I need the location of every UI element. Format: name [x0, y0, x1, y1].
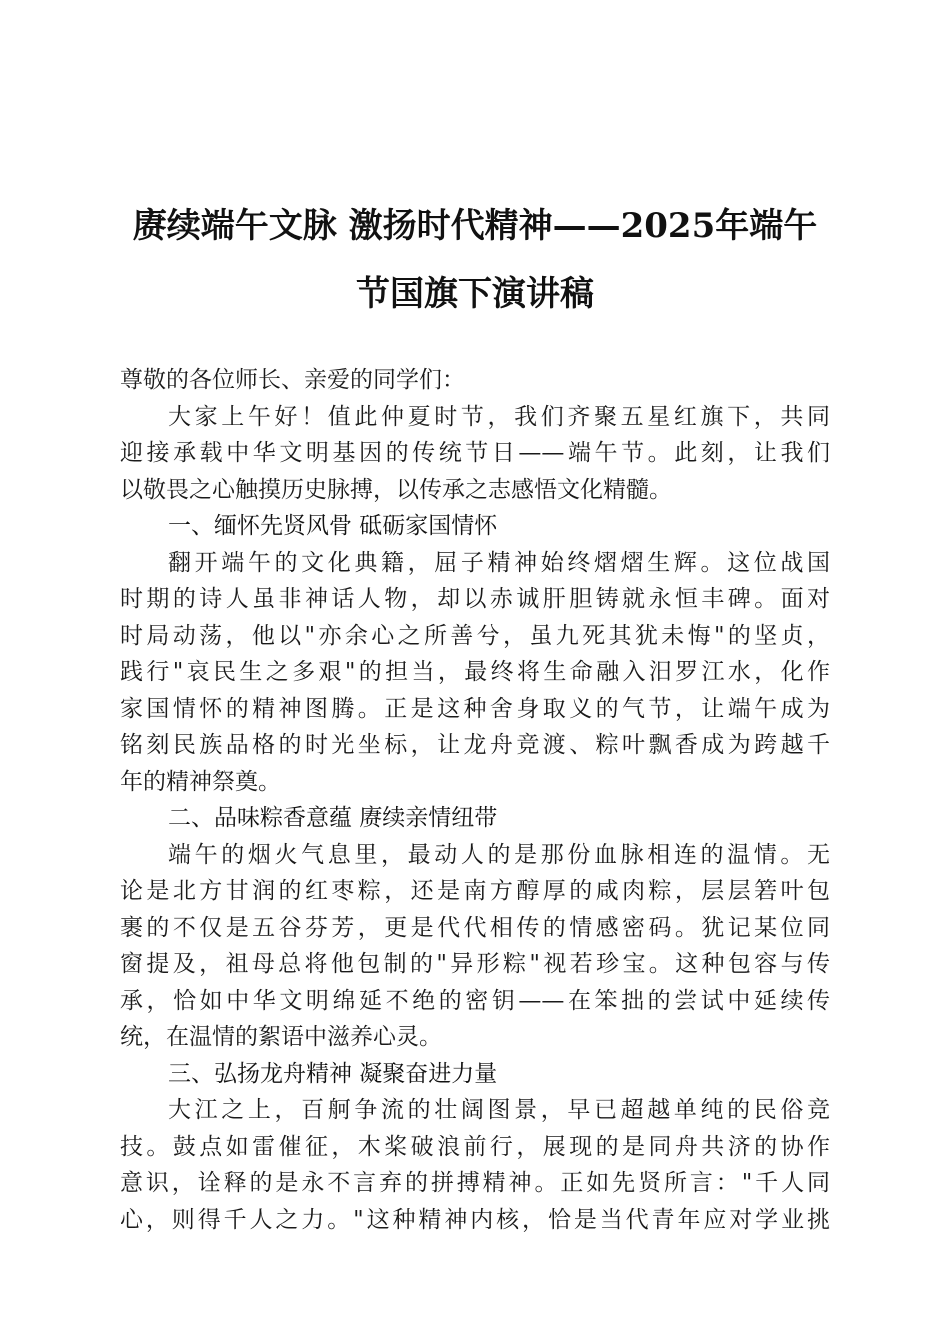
section-heading: 三、弘扬龙舟精神 凝聚奋进力量 — [168, 1060, 498, 1087]
body-line: 裹的不仅是五谷芬芳，更是代代相传的情感密码。犹记某位同 — [120, 914, 830, 941]
document-title-line-1: 赓续端午文脉 激扬时代精神——2025年端午 — [132, 206, 818, 246]
body-line: 以敬畏之心触摸历史脉搏，以传承之志感悟文化精髓。 — [120, 476, 672, 503]
body-line: 时期的诗人虽非神话人物，却以赤诚肝胆铸就永恒丰碑。面对 — [120, 586, 830, 612]
document-body — [120, 362, 830, 1238]
paragraph-first-line: 翻开端午的文化典籍，屈子精神始终熠熠生辉。这位战国 — [168, 549, 830, 576]
body-line: 心，则得千人之力。"这种精神内核，恰是当代青年应对学业挑 — [120, 1206, 830, 1233]
body-line: 时局动荡，他以"亦余心之所善兮，虽九死其犹未悔"的坚贞， — [120, 622, 830, 649]
body-line: 铭刻民族品格的时光坐标，让龙舟竞渡、粽叶飘香成为跨越千 — [120, 732, 830, 758]
section-heading: 一、缅怀先贤风骨 砥砺家国情怀 — [168, 513, 498, 539]
body-line: 意识，诠释的是永不言弃的拼搏精神。正如先贤所言："千人同 — [120, 1170, 830, 1196]
body-line: 践行"哀民生之多艰"的担当，最终将生命融入汨罗江水，化作 — [120, 659, 830, 685]
body-line: 统，在温情的絮语中滋养心灵。 — [120, 1024, 442, 1050]
body-line: 迎接承载中华文明基因的传统节日——端午节。此刻，让我们 — [120, 440, 830, 466]
section-heading: 二、品味粽香意蕴 赓续亲情纽带 — [168, 805, 498, 831]
body-line: 承，恰如中华文明绵延不绝的密钥——在笨拙的尝试中延续传 — [120, 987, 830, 1014]
salutation: 尊敬的各位师长、亲爱的同学们： — [120, 367, 465, 393]
paragraph-first-line: 大家上午好！值此仲夏时节，我们齐聚五星红旗下，共同 — [168, 403, 830, 430]
paragraph-first-line: 端午的烟火气息里，最动人的是那份血脉相连的温情。无 — [168, 841, 830, 868]
body-line: 论是北方甘润的红枣粽，还是南方醇厚的咸肉粽，层层箬叶包 — [120, 878, 830, 904]
paragraph-first-line: 大江之上，百舸争流的壮阔图景，早已超越单纯的民俗竞 — [168, 1097, 830, 1123]
body-line: 年的精神祭奠。 — [120, 768, 281, 795]
body-line: 窗提及，祖母总将他包制的"异形粽"视若珍宝。这种包容与传 — [120, 951, 830, 977]
body-line: 家国情怀的精神图腾。正是这种舍身取义的气节，让端午成为 — [120, 695, 830, 722]
body-line: 技。鼓点如雷催征，木桨破浪前行，展现的是同舟共济的协作 — [120, 1133, 830, 1160]
document-title-line-2: 节国旗下演讲稿 — [356, 274, 594, 314]
